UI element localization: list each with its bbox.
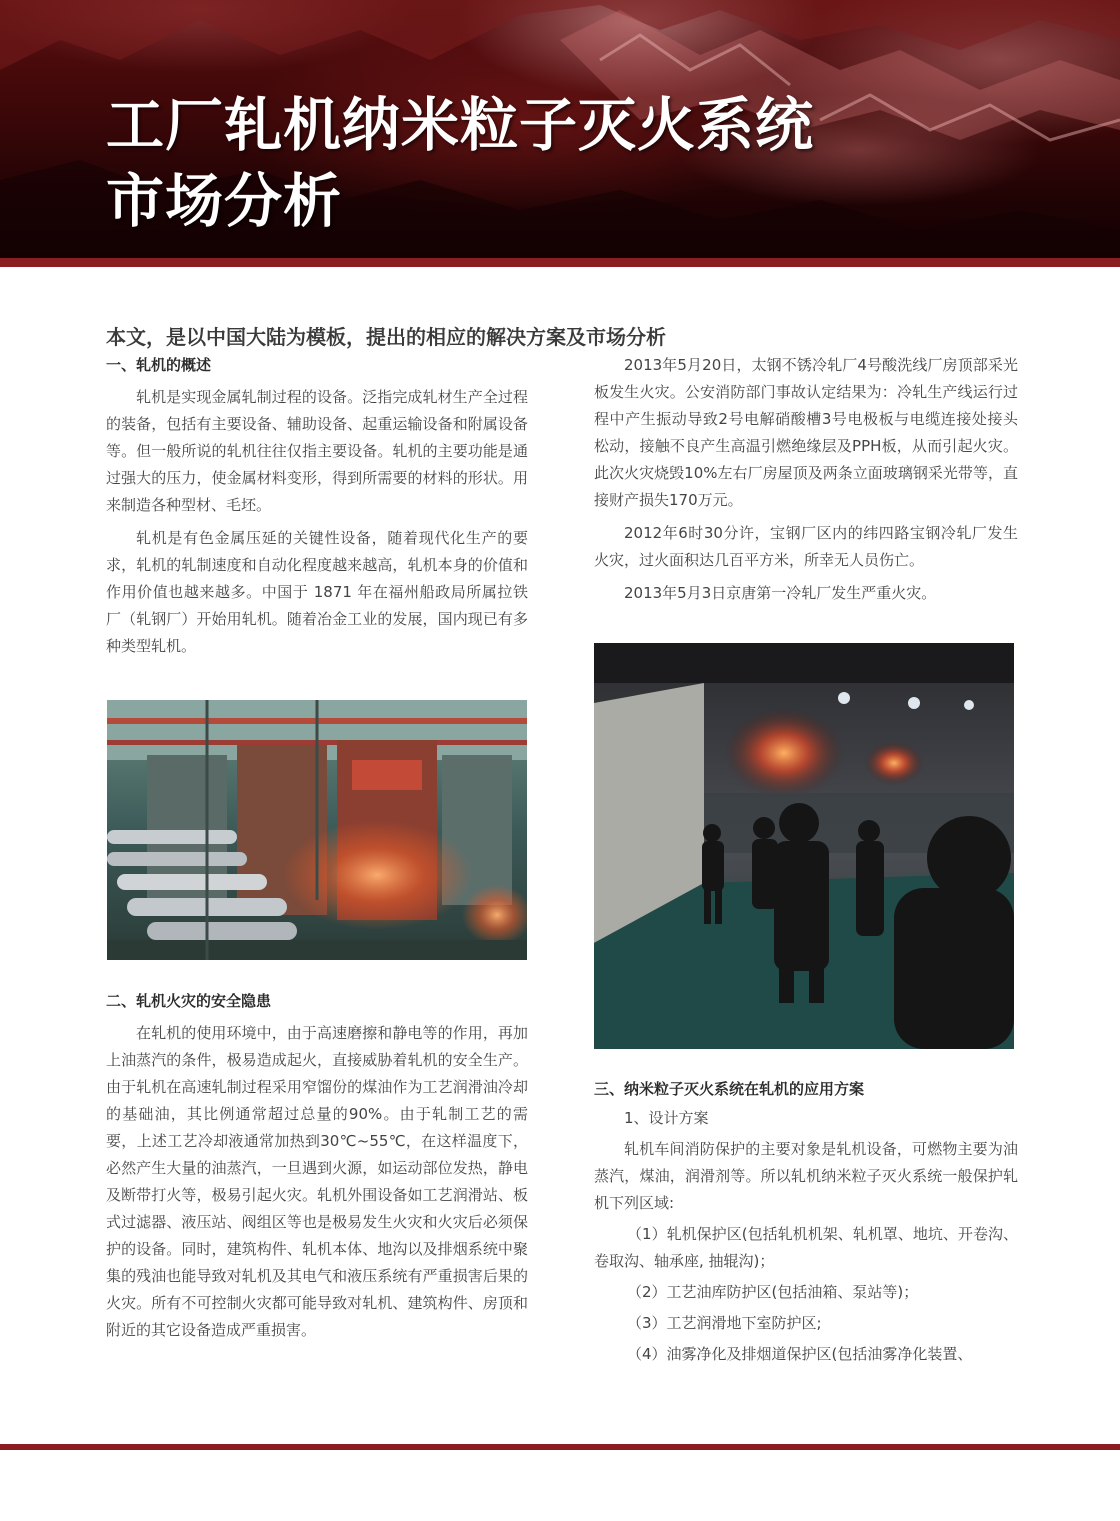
section1-heading: 一、轧机的概述	[106, 356, 212, 374]
section-application-plan	[594, 1075, 1018, 1368]
section-overview	[106, 352, 528, 660]
page-title-line1: 工厂轧机纳米粒子灭火系统	[106, 91, 815, 159]
factory-fire-photo	[594, 643, 1014, 1049]
section-fire-hazards	[106, 988, 528, 1344]
section1-paragraph-1: 轧机是实现金属轧制过程的设备。泛指完成轧材生产全过程的装备，包括有主要设备、辅助设备、起重运输设备和附属设备等。但一般所说的轧机往往仅指主要设备。轧机的主要功能是通过强大的压力，使金属材料变形，得到所需要的材料的形状。用来制造各种型材、毛坯。	[106, 388, 528, 514]
section1-paragraph-2: 轧机是有色金属压延的关键性设备，随着现代化生产的要求，轧机的轧制速度和自动化程度越来越高，轧机本身的价值和作用价值也越来越多。中国于 1871 年在福州船政局所属拉铁厂（轧钢厂）开始用轧机。随着冶金工业的发展，国内现已有多种类型轧机。	[106, 529, 528, 655]
article-subtitle: 本文，是以中国大陆为模板，提出的相应的解决方案及市场分析	[106, 325, 666, 349]
section3-heading: 三、纳米粒子灭火系统在轧机的应用方案	[594, 1080, 865, 1098]
incident-3: 2013年5月3日京唐第一冷轧厂发生严重火灾。	[624, 584, 937, 602]
header-banner	[0, 0, 1120, 258]
section3-intro: 轧机车间消防保护的主要对象是轧机设备，可燃物主要为油蒸汽，煤油，润滑剂等。所以轧机纳米粒子灭火系统一般保护轧机下列区域:	[594, 1140, 1018, 1212]
protection-area-2: （2）工艺油库防护区(包括油箱、泵站等)；	[627, 1283, 919, 1301]
protection-area-4: （4）油雾净化及排烟道保护区(包括油雾净化装置、	[627, 1345, 973, 1363]
fire-incidents	[594, 352, 1018, 607]
header-divider	[0, 258, 1120, 267]
section2-paragraph: 在轧机的使用环境中，由于高速磨擦和静电等的作用，再加上油蒸汽的条件，极易造成起火，直接威胁着轧机的安全生产。由于轧机在高速轧制过程采用窄馏份的煤油作为工艺润滑油冷却的基础油，其比例通常超过总量的90%。由于轧制工艺的需要，上述工艺冷却液通常加热到30℃~55℃，在这样温度下，必然产生大量的油蒸汽，一旦遇到火源，如运动部位发热，静电及断带打火等，极易引起火灾。轧机外围设备如工艺润滑站、板式过滤器、液压站、阀组区等也是极易发生火灾和火灾后必须保护的设备。同时，建筑构件、轧机本体、地沟以及排烟系统中聚集的残油也能导致对轧机及其电气和液压系统有严重损害后果的火灾。所有不可控制火灾都可能导致对轧机、建筑构件、房顶和附近的其它设备造成严重损害。	[106, 1024, 528, 1339]
incident-2: 2012年6时30分许，宝钢厂区内的纬四路宝钢冷轧厂发生火灾，过火面积达几百平方米，所幸无人员伤亡。	[594, 524, 1018, 569]
section2-heading: 二、轧机火灾的安全隐患	[106, 992, 272, 1010]
page-title-line2: 市场分析	[106, 167, 343, 235]
footer-divider	[0, 1444, 1120, 1450]
rolling-mill-photo	[107, 700, 527, 960]
incident-1: 2013年5月20日，太钢不锈冷轧厂4号酸洗线厂房顶部采光板发生火灾。公安消防部门事故认定结果为：冷轧生产线运行过程中产生振动导致2号电解硝酸槽3号电极板与电缆连接处接头松动，接触不良产生高温引燃绝缘层及PPH板，从而引起火灾。此次火灾烧毁10%左右厂房屋顶及两条立面玻璃钢采光带等，直接财产损失170万元。	[594, 356, 1018, 509]
protection-area-3: （3）工艺润滑地下室防护区;	[627, 1314, 822, 1332]
design-plan-subheading: 1、设计方案	[624, 1109, 709, 1127]
protection-area-1: （1）轧机保护区(包括轧机机架、轧机罩、地坑、开卷沟、卷取沟、轴承座, 抽辊沟)；	[594, 1225, 1018, 1270]
